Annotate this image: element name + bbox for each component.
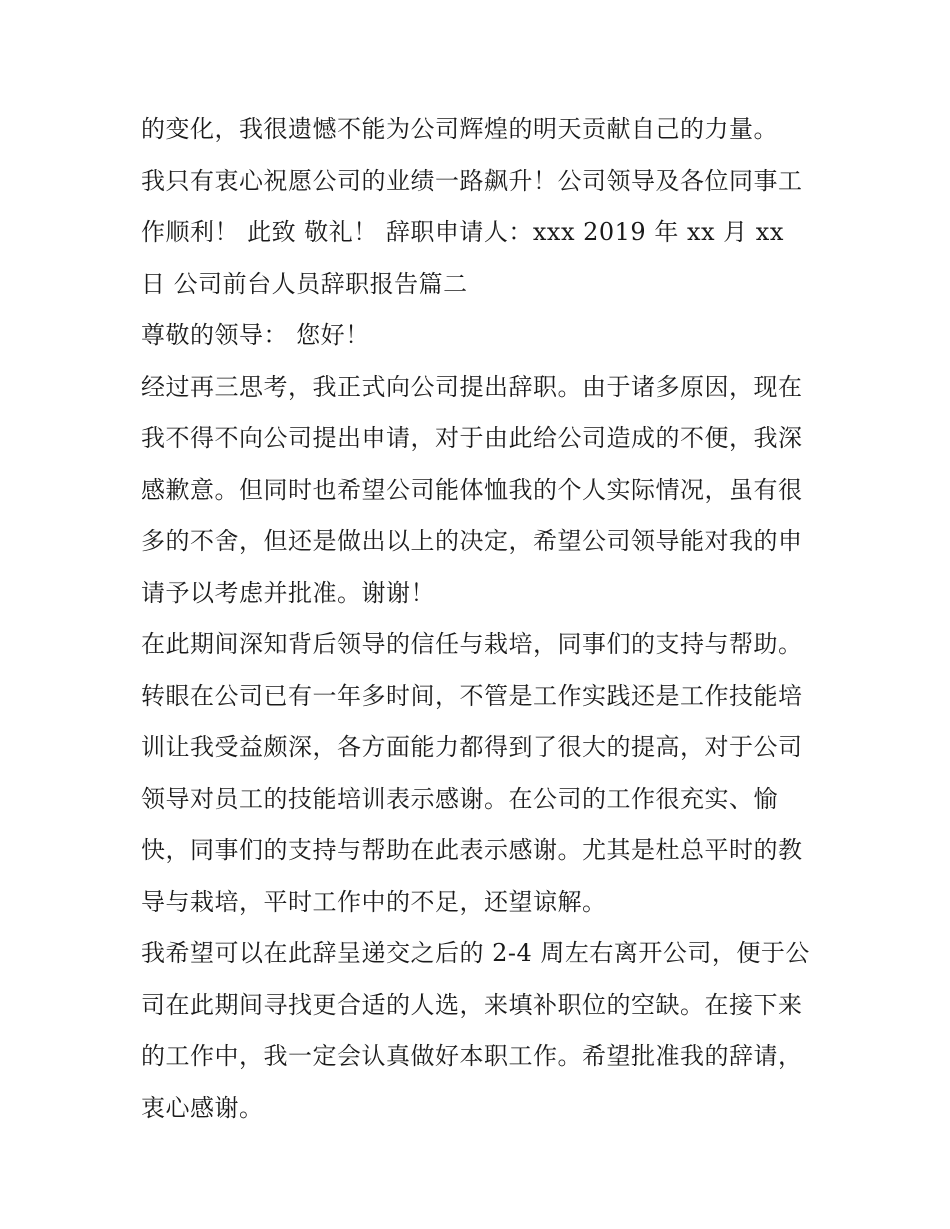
paragraph-closing-wishes: 的变化，我很遗憾不能为公司辉煌的明天贡献自己的力量。	[141, 115, 778, 143]
paragraph-gratitude: 在此期间深知背后领导的信任与栽培，同事们的支持与帮助。	[141, 630, 803, 658]
paragraph-experience: 转眼在公司已有一年多时间，不管是工作实践还是工作技能培训让我受益颇深，各方面能力都得到了很大的提高，对于公司领导对员工的技能培训表示感谢。在公司的工作很充实、愉快，同事们的支持与帮助在此表示感谢。尤其是杜总平时的教导与栽培，平时工作中的不足，还望谅解。	[141, 681, 803, 916]
paragraph-signature: 我只有衷心祝愿公司的业绩一路飙升！公司领导及各位同事工作顺利！ 此致 敬礼！ 辞职申请人：xxx 2019 年 xx 月 xx 日 公司前台人员辞职报告篇二	[141, 166, 803, 298]
paragraph-departure-plan: 我希望可以在此辞呈递交之后的 2-4 周左右离开公司，便于公司在此期间寻找更合适的人选，来填补职位的空缺。在接下来的工作中，我一定会认真做好本职工作。希望批准我的辞请，衷心感谢。	[141, 939, 810, 1122]
paragraph-salutation: 尊敬的领导： 您好！	[141, 321, 370, 349]
document-body	[141, 104, 813, 1134]
paragraph-resignation-reason: 经过再三思考，我正式向公司提出辞职。由于诸多原因，现在我不得不向公司提出申请，对于由此给公司造成的不便，我深感歉意。但同时也希望公司能体恤我的个人实际情况，虽有很多的不舍，但还是做出以上的决定，希望公司领导能对我的申请予以考虑并批准。谢谢！	[141, 372, 803, 607]
